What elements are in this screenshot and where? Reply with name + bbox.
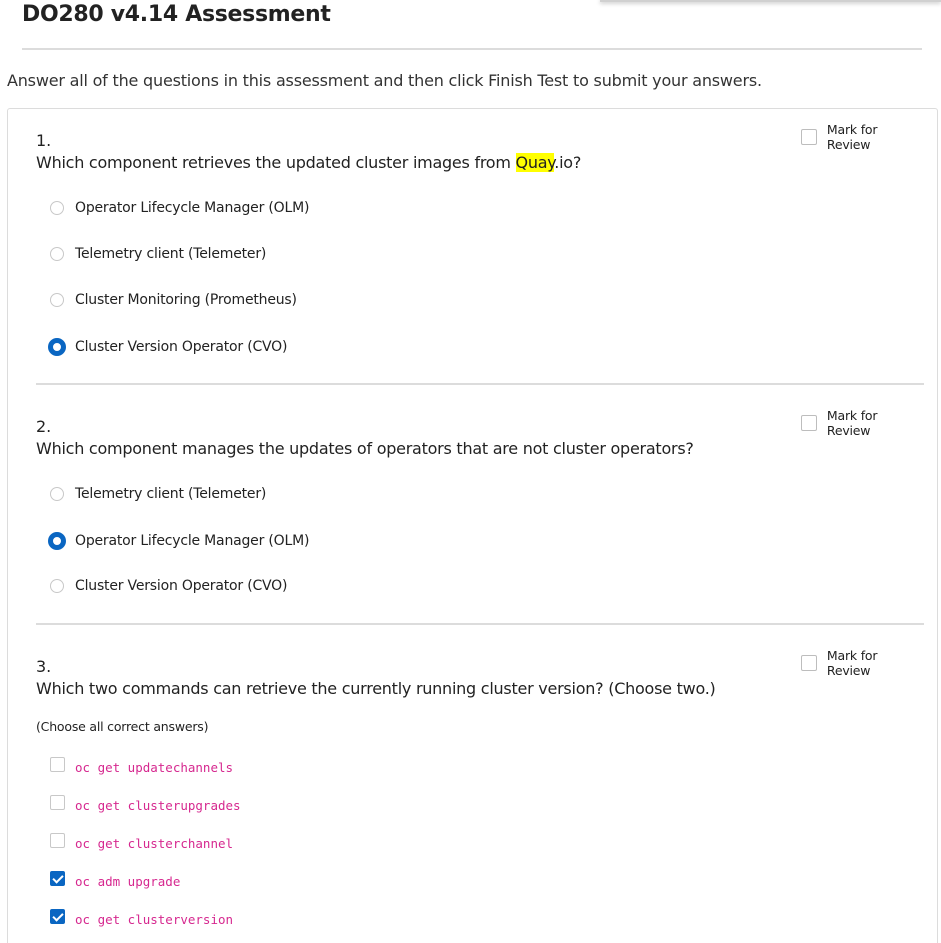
top-bar-shadow — [600, 0, 941, 2]
question-number: 3. — [36, 657, 52, 676]
answer-label: Cluster Version Operator (CVO) — [75, 339, 288, 355]
answer-option[interactable] — [50, 200, 309, 216]
title-divider — [22, 48, 922, 50]
radio-button[interactable] — [50, 293, 64, 307]
radio-button[interactable] — [50, 201, 64, 215]
answer-code-label: oc get updatechannels — [75, 760, 234, 775]
answer-option[interactable] — [50, 792, 241, 813]
answer-option[interactable] — [50, 754, 233, 775]
mark-for-review-label: Mark for Review — [826, 408, 878, 438]
checkbox-box[interactable] — [801, 415, 817, 431]
answer-checkbox[interactable] — [50, 757, 65, 772]
answer-label: Operator Lifecycle Manager (OLM) — [75, 200, 310, 216]
question-text: Which component manages the updates of operators that are not cluster operators? — [36, 439, 694, 458]
question-number: 2. — [36, 417, 52, 436]
question-number: 1. — [36, 131, 52, 150]
radio-button[interactable] — [50, 247, 64, 261]
radio-button-selected[interactable] — [48, 532, 66, 550]
questions-panel — [7, 108, 938, 943]
answer-option-selected[interactable] — [50, 532, 309, 550]
answer-option[interactable] — [50, 292, 297, 308]
question-text — [36, 153, 581, 172]
answer-option[interactable] — [50, 486, 266, 502]
checkbox-box[interactable] — [801, 129, 817, 145]
answer-option[interactable] — [50, 578, 287, 594]
answer-checkbox[interactable] — [50, 833, 65, 848]
answer-checkbox[interactable] — [50, 795, 65, 810]
answer-label: Telemetry client (Telemeter) — [75, 486, 267, 502]
answer-label: Cluster Version Operator (CVO) — [75, 578, 288, 594]
mark-for-review-label: Mark for Review — [826, 648, 878, 678]
radio-button[interactable] — [50, 579, 64, 593]
mark-for-review-checkbox[interactable] — [801, 408, 924, 438]
answer-label: Telemetry client (Telemeter) — [75, 246, 267, 262]
mark-for-review-checkbox[interactable] — [801, 648, 924, 678]
mark-for-review-label: Mark for Review — [826, 122, 878, 152]
answer-checkbox-checked[interactable] — [50, 871, 65, 886]
question-text-part: .io? — [554, 153, 582, 172]
question-divider — [36, 623, 924, 625]
radio-button[interactable] — [50, 487, 64, 501]
answer-code-label: oc get clusterversion — [75, 912, 234, 927]
highlighted-term: Quay — [515, 153, 555, 172]
answer-option[interactable] — [50, 830, 233, 851]
answer-code-label: oc get clusterupgrades — [75, 798, 241, 813]
question-text-part: Which component retrieves the updated cluster images from — [36, 153, 516, 172]
answer-option-selected[interactable] — [50, 868, 180, 889]
question-divider — [36, 383, 924, 385]
radio-button-selected[interactable] — [48, 338, 66, 356]
answer-checkbox-checked[interactable] — [50, 909, 65, 924]
mark-for-review-checkbox[interactable] — [801, 122, 924, 152]
answer-option[interactable] — [50, 246, 266, 262]
answer-option-selected[interactable] — [50, 338, 287, 356]
answer-label: Cluster Monitoring (Prometheus) — [75, 292, 297, 308]
answer-code-label: oc get clusterchannel — [75, 836, 234, 851]
page-title: DO280 v4.14 Assessment — [22, 2, 331, 27]
choose-all-hint: (Choose all correct answers) — [36, 719, 209, 734]
answer-label: Operator Lifecycle Manager (OLM) — [75, 533, 310, 549]
answer-code-label: oc adm upgrade — [75, 874, 181, 889]
checkbox-box[interactable] — [801, 655, 817, 671]
instructions-text: Answer all of the questions in this assessment and then click Finish Test to submit your answers. — [7, 71, 762, 90]
question-text: Which two commands can retrieve the currently running cluster version? (Choose two.) — [36, 679, 716, 698]
answer-option-selected[interactable] — [50, 906, 233, 927]
